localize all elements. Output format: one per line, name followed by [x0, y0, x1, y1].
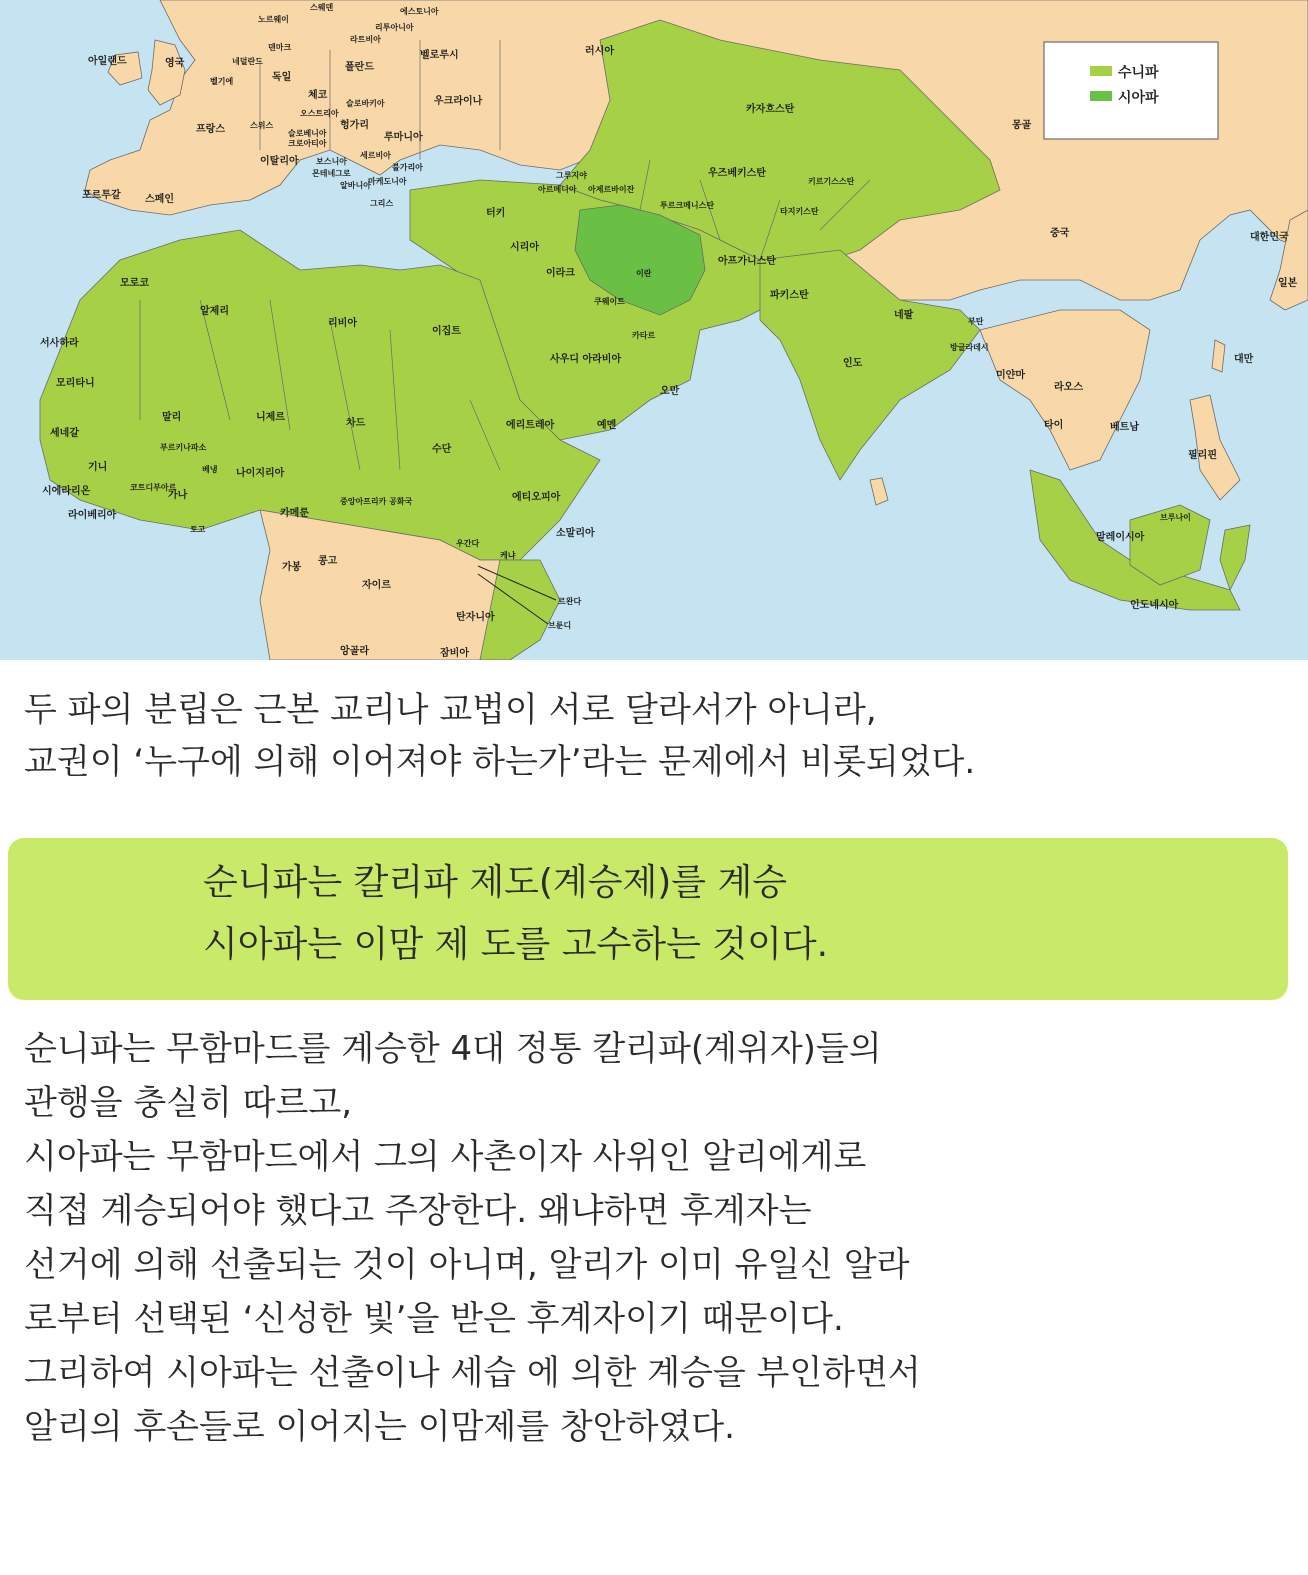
country-label: 크로아티아 [288, 139, 327, 148]
country-label: 에스토니아 [400, 7, 439, 16]
country-label: 파키스탄 [770, 290, 809, 301]
country-label: 아르메니아 [538, 185, 577, 194]
country-label: 벨로루시 [420, 50, 459, 61]
country-label: 기니 [88, 462, 108, 473]
country-label: 쿠웨이트 [594, 297, 625, 306]
legend-swatch-shia [1090, 91, 1112, 101]
country-label: 말리 [162, 412, 182, 423]
country-label: 스웨덴 [310, 3, 334, 12]
country-label: 투르크메니스탄 [660, 201, 715, 210]
country-label: 필리핀 [1188, 450, 1217, 461]
country-label: 토고 [190, 525, 206, 534]
country-label: 케냐 [500, 551, 516, 560]
legend-swatch-sunni [1090, 66, 1112, 76]
country-label: 알제리 [200, 306, 229, 317]
country-label: 아제르바이잔 [588, 185, 635, 194]
country-label: 가나 [168, 490, 188, 501]
country-label: 소말리아 [556, 528, 595, 539]
country-label: 수단 [432, 444, 452, 455]
country-label: 덴마크 [268, 43, 292, 52]
country-label: 루마니아 [384, 132, 423, 143]
body-line: 로부터 선택된 ‘신성한 빛’을 받은 후계자이기 때문이다. [24, 1299, 844, 1339]
country-label: 터키 [486, 208, 506, 219]
body-paragraph [24, 1022, 921, 1454]
country-label: 슬로베니아 [288, 129, 327, 138]
country-label: 모로코 [120, 278, 149, 289]
country-label: 슬로바키아 [346, 99, 385, 108]
country-label: 네팔 [894, 310, 914, 321]
country-label: 인도네시아 [1130, 600, 1179, 611]
body-line: 시아파는 무함마드에서 그의 사촌이자 사위인 알리에게로 [24, 1137, 867, 1177]
country-label: 프랑스 [196, 124, 225, 135]
body-line: 순니파는 무함마드를 계승한 4대 정통 칼리파(계위자)들의 [24, 1029, 882, 1069]
body-line: 관행을 충실히 따르고, [24, 1083, 353, 1123]
country-label: 부르키나파소 [160, 443, 207, 452]
country-label: 그루지야 [556, 171, 587, 180]
country-label: 스위스 [250, 121, 274, 130]
country-label: 인도 [843, 358, 863, 369]
country-label: 헝가리 [340, 120, 369, 131]
country-label: 나이지리아 [236, 468, 285, 479]
country-label: 에리트레아 [506, 420, 555, 431]
country-label: 일본 [1278, 278, 1298, 289]
country-label: 말레이시아 [1096, 532, 1145, 543]
country-label: 예멘 [597, 420, 617, 431]
country-label: 폴란드 [345, 62, 374, 73]
country-label: 콩고 [318, 556, 338, 567]
country-label: 이란 [636, 269, 652, 278]
country-label: 코트디부아르 [130, 483, 177, 492]
country-label: 에티오피아 [512, 492, 561, 503]
country-label: 미얀마 [996, 370, 1025, 381]
country-label: 시리아 [510, 242, 539, 253]
country-label: 모리타니 [56, 378, 95, 389]
country-label: 자이르 [362, 580, 391, 591]
country-label: 네덜란드 [232, 57, 263, 66]
country-label: 방글라데시 [950, 343, 989, 352]
highlight-line-2: 시아파는 이맘 제 도를 고수하는 것이다. [203, 924, 829, 965]
country-label: 독일 [272, 72, 292, 83]
sunni-shia-map [0, 0, 1308, 660]
country-label: 탄자니아 [456, 612, 495, 623]
country-label: 부탄 [968, 317, 984, 326]
body-line: 선거에 의해 선출되는 것이 아니며, 알리가 이미 유일신 알라 [24, 1245, 910, 1285]
country-label: 불가리아 [392, 163, 423, 172]
country-label: 그리스 [370, 199, 394, 208]
country-label: 우즈베키스탄 [708, 168, 766, 179]
highlight-box [8, 838, 1288, 1000]
country-label: 보스니아 [316, 157, 347, 166]
country-label: 라이베리아 [68, 510, 117, 521]
country-label: 카메룬 [280, 508, 309, 519]
country-label: 대만 [1234, 354, 1254, 365]
country-label: 체코 [308, 90, 328, 101]
country-label: 이라크 [546, 268, 575, 279]
country-label: 사우디 아라비아 [550, 354, 622, 365]
country-label: 라트비아 [350, 35, 381, 44]
country-label: 벨기에 [210, 77, 234, 86]
legend-label-sunni: 수니파 [1118, 65, 1159, 81]
highlight-line-1: 순니파는 칼리파 제도(계승제)를 계승 [203, 862, 788, 903]
country-label: 우간다 [456, 539, 480, 548]
country-label: 러시아 [585, 46, 614, 57]
country-label: 앙골라 [340, 646, 369, 657]
country-label: 중앙아프리카 공화국 [340, 497, 413, 506]
country-label: 마케도니아 [368, 177, 407, 186]
country-label: 포르투갈 [82, 190, 121, 201]
country-label: 세네갈 [50, 428, 79, 439]
country-label: 라오스 [1054, 382, 1083, 393]
country-label: 영국 [165, 58, 185, 69]
intro-line-1: 두 파의 분립은 근본 교리나 교법이 서로 달라서가 아니라, [24, 690, 877, 730]
country-label: 르완다 [558, 597, 582, 606]
country-label: 중국 [1050, 228, 1070, 239]
country-label: 노르웨이 [258, 15, 289, 24]
country-label: 오만 [660, 386, 680, 397]
country-label: 서사하라 [40, 338, 79, 349]
country-label: 아프가니스탄 [718, 256, 776, 267]
map-svg [0, 0, 1308, 660]
body-line: 직접 계승되어야 했다고 주장한다. 왜냐하면 후계자는 [24, 1191, 812, 1231]
country-label: 니제르 [256, 412, 285, 423]
country-label: 몽골 [1012, 120, 1032, 131]
country-label: 타이 [1044, 420, 1064, 431]
country-label: 이집트 [432, 326, 461, 337]
country-label: 세르비아 [360, 151, 391, 160]
country-label: 리비아 [328, 318, 357, 329]
country-label: 카자흐스탄 [746, 104, 795, 115]
intro-line-2: 교권이 ‘누구에 의해 이어져야 하는가’라는 문제에서 비롯되었다. [24, 742, 976, 782]
intro-paragraph [24, 684, 975, 788]
country-label: 타지키스탄 [780, 207, 819, 216]
country-label: 오스트리아 [300, 109, 339, 118]
country-label: 몬테네그로 [312, 169, 351, 178]
country-label: 브루나이 [1160, 513, 1191, 522]
country-label: 우크라이나 [434, 96, 483, 107]
country-label: 스페인 [145, 194, 174, 205]
country-label: 알바니아 [340, 181, 371, 190]
legend [1044, 42, 1218, 139]
country-label: 베냉 [202, 465, 218, 474]
body-line: 그리하여 시아파는 선출이나 세습 에 의한 계승을 부인하면서 [24, 1353, 921, 1393]
country-label: 리투아니아 [375, 23, 414, 32]
country-label: 잠비아 [440, 648, 469, 659]
country-label: 시에라리온 [42, 486, 91, 497]
legend-label-shia: 시아파 [1118, 90, 1159, 106]
country-label: 브룬디 [548, 621, 572, 630]
country-label: 가봉 [282, 562, 302, 573]
country-label: 카타르 [632, 331, 656, 340]
highlight-text [203, 852, 828, 976]
country-label: 베트남 [1110, 422, 1139, 433]
country-label: 대한민국 [1250, 232, 1289, 243]
country-label: 아일랜드 [88, 56, 127, 67]
body-line: 알리의 후손들로 이어지는 이맘제를 창안하였다. [24, 1407, 735, 1447]
country-label: 차드 [346, 418, 366, 429]
country-label: 키르기스스탄 [808, 177, 855, 186]
country-label: 이탈리아 [260, 156, 299, 167]
